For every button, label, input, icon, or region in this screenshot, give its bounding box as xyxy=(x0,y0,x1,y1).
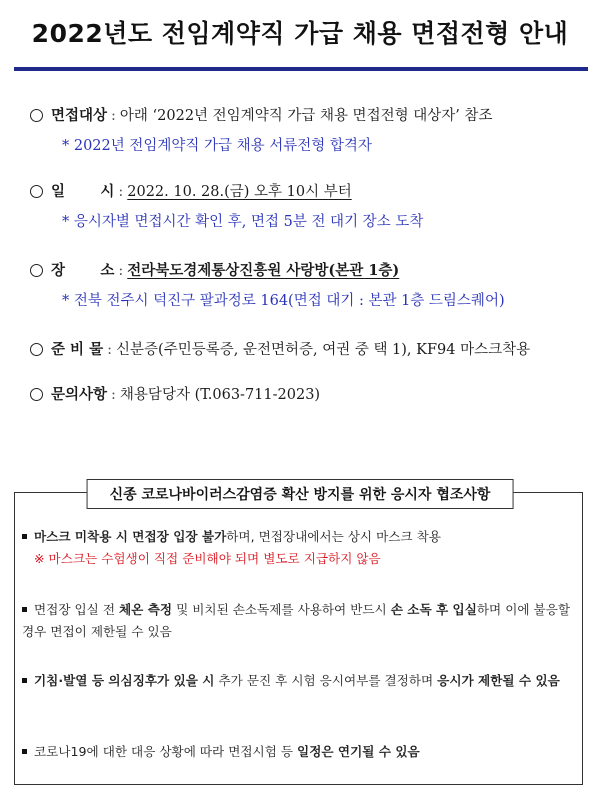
page-title: 2022년도 전임계약직 가급 채용 면접전형 안내 xyxy=(31,19,569,48)
info-target xyxy=(30,104,594,125)
title-underline xyxy=(14,67,588,71)
separator: : xyxy=(111,387,116,403)
circle-bullet-icon xyxy=(30,185,43,198)
notice-text-bold: 체온 측정 xyxy=(119,602,173,617)
notice-text: 및 비치된 손소독제를 사용하여 반드시 xyxy=(172,602,391,617)
info-value: 아래 ‘2022년 전임계약직 가급 채용 면접전형 대상자’ 참조 xyxy=(119,108,493,124)
separator: : xyxy=(118,184,124,200)
notice-item-symptoms xyxy=(22,670,574,692)
notice-text-bold: 기침·발열 등 의심징후가 있을 시 xyxy=(34,673,215,688)
separator: : xyxy=(111,108,116,124)
notice-text-bold: 손 소독 후 입실 xyxy=(390,602,477,617)
notice-text-bold: 응시가 제한될 수 있음 xyxy=(437,673,560,688)
notice-text-bold: 일정은 연기될 수 있음 xyxy=(297,744,420,759)
info-datetime xyxy=(30,180,594,201)
square-bullet-icon xyxy=(22,749,27,754)
notice-text: 코로나19에 대한 대응 상황에 따라 면접시험 등 xyxy=(34,744,298,759)
info-value: 신분증(주민등록증, 운전면허증, 여권 중 택 1), KF94 마스크착용 xyxy=(116,342,531,358)
info-contact xyxy=(30,383,594,404)
info-value: 전라북도경제통상진흥원 사랑방(본관 1층) xyxy=(127,262,400,279)
notice-item-mask xyxy=(22,526,574,570)
info-value: 채용담당자 (T.063-711-2023) xyxy=(119,387,321,403)
info-value: 2022. 10. 28.(금) 오후 10시 부터 xyxy=(127,184,352,200)
square-bullet-icon xyxy=(22,534,27,539)
info-label: 장 소 xyxy=(51,262,115,279)
notice-heading: 신종 코로나바이러스감염증 확산 방지를 위한 응시자 협조사항 xyxy=(87,479,514,509)
square-bullet-icon xyxy=(22,678,27,683)
circle-bullet-icon xyxy=(30,388,43,401)
notice-text: 하며 이에 불응할 경우 면접이 제한될 수 있음 xyxy=(22,602,571,639)
notice-text: 추가 문진 후 시험 응시여부를 결정하며 xyxy=(214,673,438,688)
notice-item-schedule xyxy=(22,741,574,763)
info-label: 면접대상 xyxy=(51,107,108,124)
square-bullet-icon xyxy=(22,607,27,612)
info-note: * 응시자별 면접시간 확인 후, 면접 5분 전 대기 장소 도착 xyxy=(62,214,424,230)
notice-text: 면접장 입실 전 xyxy=(34,602,120,617)
info-location xyxy=(30,259,594,280)
info-note: * 2022년 전임계약직 가급 채용 서류전형 합격자 xyxy=(62,138,372,154)
separator: : xyxy=(118,263,124,279)
info-label: 일 시 xyxy=(51,183,115,200)
separator: : xyxy=(107,342,113,358)
info-label: 준 비 물 xyxy=(51,341,104,358)
notice-item-temperature xyxy=(22,599,574,643)
notice-warning: ※ 마스크는 수험생이 직접 준비해야 되며 별도로 지급하지 않음 xyxy=(34,551,381,566)
circle-bullet-icon xyxy=(30,109,43,122)
info-supplies xyxy=(30,338,594,359)
notice-text: 하며, 면접장내에서는 상시 마스크 착용 xyxy=(226,529,441,544)
info-label: 문의사항 xyxy=(51,386,108,403)
circle-bullet-icon xyxy=(30,264,43,277)
notice-text-bold: 마스크 미착용 시 면접장 입장 불가 xyxy=(34,529,227,544)
circle-bullet-icon xyxy=(30,343,43,356)
info-note: * 전북 전주시 덕진구 팔과정로 164(면접 대기 : 본관 1층 드림스퀘어) xyxy=(62,293,505,309)
